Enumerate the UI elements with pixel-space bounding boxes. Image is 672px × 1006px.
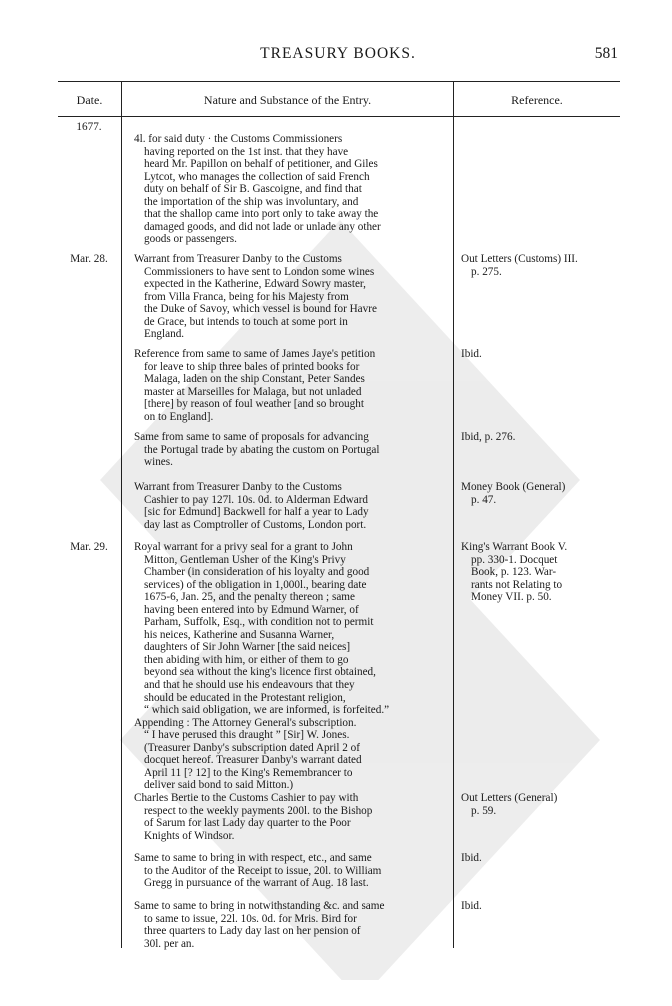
entry-line: should be educated in the Protestant religion, xyxy=(144,691,346,704)
table-top-rule xyxy=(58,81,620,82)
entry-line: of Sarum for last Lady day quarter to the Poor xyxy=(144,817,351,830)
entry-line: the Duke of Savoy, which vessel is bound for Havre xyxy=(144,303,377,316)
entry-reference xyxy=(461,253,619,278)
entry-line: day last as Comptroller of Customs, London port. xyxy=(144,518,367,531)
reference-line: Ibid, p. 276. xyxy=(461,431,516,443)
entry-date: Mar. 28. xyxy=(70,253,108,265)
entry-line: respect to the weekly payments 200l. to the Bishop xyxy=(144,804,373,817)
entry-line: Cashier to pay 127l. 10s. 0d. to Alderman Edward xyxy=(144,493,369,506)
reference-line: Money VII. p. 50. xyxy=(471,591,552,604)
entry-line: Chamber (in consideration of his loyalty and good xyxy=(144,566,370,579)
entry-line: goods or passengers. xyxy=(144,233,237,246)
reference-line: Ibid. xyxy=(461,852,482,864)
entry-line: heard Mr. Papillon on behalf of petitioner, and Giles xyxy=(144,158,378,171)
reference-line: pp. 330-1. Docquet xyxy=(471,553,558,566)
entry-line: to same to issue, 22l. 10s. 0d. for Mris. Bird for xyxy=(144,912,357,925)
entry-line: having been entered into by Edmund Warner, of xyxy=(144,603,359,616)
entry-reference xyxy=(461,900,619,913)
entry-text xyxy=(134,253,445,341)
entry-line: Charles Bertie to the Customs Cashier to pay with xyxy=(134,792,359,804)
entry-line: 1675-6, Jan. 25, and the penalty thereon ; same xyxy=(144,591,355,604)
entry-line: England. xyxy=(144,328,185,341)
entry-line: Appending : The Attorney General's subscription. xyxy=(134,716,357,729)
reference-line: Book, p. 123. War- xyxy=(471,566,557,579)
entry-line: Royal warrant for a privy seal for a grant to John xyxy=(134,541,353,553)
entry-line: the importation of the ship was involuntary, and xyxy=(144,195,359,208)
date-column-rule xyxy=(121,81,122,948)
entry-reference xyxy=(461,852,619,865)
entry-line: the Portugal trade by abating the custom on Portugal xyxy=(144,443,380,456)
entry-line: on to England]. xyxy=(144,410,214,423)
entry-line: Reference from same to same of James Jaye's petition xyxy=(134,348,376,360)
entry-line: and that he should use his endeavours that they xyxy=(144,679,355,692)
entry-text xyxy=(134,792,445,842)
reference-line: Money Book (General) xyxy=(461,481,566,493)
entry-text xyxy=(134,348,445,423)
entry-line: having reported on the 1st inst. that they have xyxy=(144,145,349,158)
entry-line: services) of the obligation in 1,000l., bearing date xyxy=(144,578,367,591)
entry-line: Warrant from Treasurer Danby to the Customs xyxy=(134,481,342,493)
entry-line: Gregg in pursuance of the warrant of Aug. 18 last. xyxy=(144,877,369,890)
entry-line: damaged goods, and did not lade or unlade any other xyxy=(144,220,381,233)
entry-line: 4l. for said duty · the Customs Commissioners xyxy=(134,133,343,145)
entry-line: for leave to ship three bales of printed books for xyxy=(144,360,360,373)
entry-text xyxy=(134,481,445,531)
entry-line: to the Auditor of the Receipt to issue, 20l. to William xyxy=(144,864,382,877)
entry-line: [sic for Edmund] Backwell for half a year to Lady xyxy=(144,506,369,519)
entry-text xyxy=(134,541,445,792)
reference-line: rants not Relating to xyxy=(471,578,563,591)
column-header-nature: Nature and Substance of the Entry. xyxy=(203,93,372,107)
page-number: 581 xyxy=(594,45,618,62)
entry-line: duty on behalf of Sir B. Gascoigne, and find that xyxy=(144,183,362,196)
column-header-reference: Reference. xyxy=(511,93,563,107)
entry-text xyxy=(134,900,445,950)
entry-line: Same from same to same of proposals for advancing xyxy=(134,431,369,443)
entry-line: that the shallop came into port only to take away the xyxy=(144,208,379,221)
entry-line: daughters of Sir John Warner [the said neices] xyxy=(144,641,351,654)
entry-line: Warrant from Treasurer Danby to the Customs xyxy=(134,253,342,265)
entry-line: docquet hereof. Treasurer Danby's warrant dated xyxy=(144,754,362,767)
reference-line: Ibid. xyxy=(461,348,482,360)
entry-line: three quarters to Lady day last on her pension of xyxy=(144,925,361,938)
entry-line: “ I have perused this draught ” [Sir] W. Jones. xyxy=(144,729,350,742)
entry-line: from Villa Franca, being for his Majesty from xyxy=(144,290,349,303)
entry-reference xyxy=(461,792,619,817)
entry-line: de Grace, but intends to touch at some port in xyxy=(144,315,348,328)
year-label: 1677. xyxy=(76,121,102,133)
entry-line: [there] by reason of foul weather [and so brought xyxy=(144,398,364,411)
reference-line: Ibid. xyxy=(461,900,482,912)
running-title: TREASURY BOOKS. xyxy=(260,45,416,62)
entry-text xyxy=(134,852,445,890)
entry-reference xyxy=(461,481,619,506)
entry-line: Mitton, Gentleman Usher of the King's Privy xyxy=(144,553,346,566)
entry-line: master at Marseilles for Malaga, but not unladed xyxy=(144,385,362,398)
reference-line: p. 275. xyxy=(471,265,502,278)
entry-reference xyxy=(461,541,619,604)
reference-line: p. 59. xyxy=(471,804,497,817)
entry-line: Same to same to bring in notwithstanding &c. and same xyxy=(134,900,385,912)
entry-line: Parham, Suffolk, Esq., with condition not to permit xyxy=(144,616,374,629)
header-bottom-rule xyxy=(58,116,620,117)
column-header-date: Date. xyxy=(76,93,103,107)
entry-line: then abiding with him, or either of them to go xyxy=(144,653,349,666)
entry-line: (Treasurer Danby's subscription dated April 2 of xyxy=(144,741,360,754)
entry-line: April 11 [? 12] to the King's Remembrancer to xyxy=(144,766,353,779)
entry-line: Commissioners to have sent to London some wines xyxy=(144,265,375,278)
reference-line: King's Warrant Book V. xyxy=(461,541,568,553)
entry-line: Lytcot, who manages the collection of said French xyxy=(144,170,370,183)
running-head xyxy=(58,45,618,69)
entry-continuation xyxy=(134,133,445,246)
entry-text xyxy=(134,431,445,469)
reference-line: p. 47. xyxy=(471,493,497,506)
entry-line: deliver said bond to said Mitton.) xyxy=(144,779,294,792)
entry-line: “ which said obligation, we are informed, is forfeited.” xyxy=(144,704,390,717)
entry-line: Malaga, laden on the ship Constant, Peter Sandes xyxy=(144,373,365,386)
reference-line: Out Letters (General) xyxy=(461,792,558,804)
reference-column-rule xyxy=(453,81,454,948)
reference-line: Out Letters (Customs) III. xyxy=(461,253,578,265)
entry-line: expected in the Katherine, Edward Sowry master, xyxy=(144,278,366,291)
entry-reference xyxy=(461,348,619,361)
entry-reference xyxy=(461,431,619,444)
entry-line: Knights of Windsor. xyxy=(144,829,235,842)
entry-line: his neices, Katherine and Susanna Warner, xyxy=(144,628,335,641)
entry-line: Same to same to bring in with respect, etc., and same xyxy=(134,852,372,864)
entry-line: beyond sea without the king's licence first obtained, xyxy=(144,666,376,679)
entry-line: wines. xyxy=(144,456,173,469)
entry-line: 30l. per an. xyxy=(144,937,195,950)
entry-date: Mar. 29. xyxy=(70,541,108,553)
